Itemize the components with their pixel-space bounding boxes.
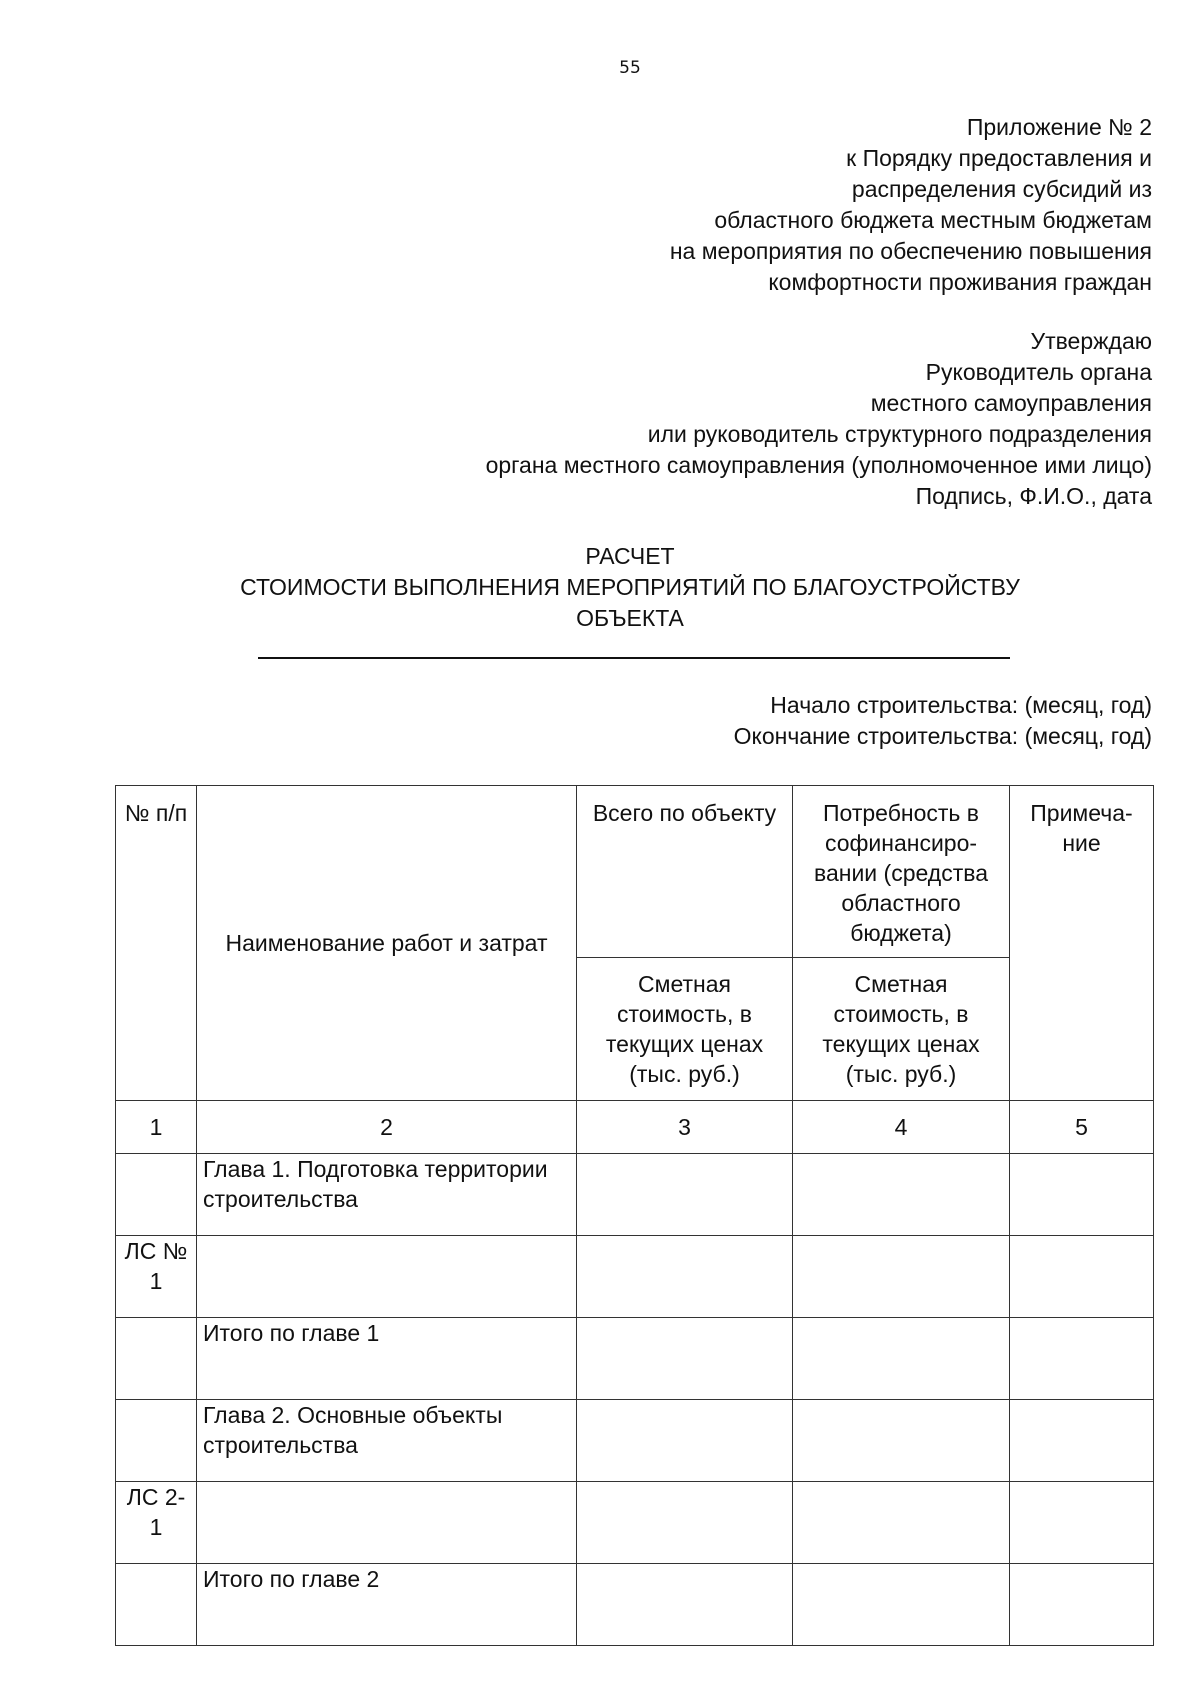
appendix-line: к Порядку предоставления и: [846, 145, 1152, 171]
object-name-underline: [258, 657, 1010, 659]
title-line: СТОИМОСТИ ВЫПОЛНЕНИЯ МЕРОПРИЯТИЙ ПО БЛАГОУСТРОЙСТВУ: [240, 574, 1020, 600]
row-name-cell: Глава 2. Основные объекты строительства: [197, 1400, 577, 1482]
construction-end: Окончание строительства: (месяц, год): [733, 723, 1152, 749]
construction-dates: [734, 690, 1152, 752]
row-cofinancing-cell: [793, 1400, 1010, 1482]
table-row: [116, 1318, 1154, 1400]
table-header-row: [116, 786, 1154, 958]
row-cofinancing-cell: [793, 1318, 1010, 1400]
row-total-cell: [577, 1564, 793, 1646]
approval-line: органа местного самоуправления (уполномоченное ими лицо): [485, 452, 1152, 478]
column-number: 1: [116, 1101, 197, 1154]
column-number: 3: [577, 1101, 793, 1154]
row-note-cell: [1010, 1482, 1154, 1564]
row-cofinancing-cell: [793, 1154, 1010, 1236]
appendix-line: Приложение № 2: [966, 114, 1152, 140]
row-name-cell: Глава 1. Подготовка территории строительства: [197, 1154, 577, 1236]
header-estimate-cofinancing: Сметная стоимость, в текущих ценах (тыс. руб.): [793, 958, 1010, 1101]
appendix-block: [670, 112, 1152, 298]
row-note-cell: [1010, 1154, 1154, 1236]
approval-block: [486, 326, 1152, 512]
row-number-cell: [116, 1154, 197, 1236]
row-number-cell: [116, 1318, 197, 1400]
approval-line: Утверждаю: [1030, 328, 1152, 354]
row-total-cell: [577, 1154, 793, 1236]
appendix-line: на мероприятия по обеспечению повышения: [669, 238, 1152, 264]
row-note-cell: [1010, 1564, 1154, 1646]
table-row: [116, 1482, 1154, 1564]
appendix-line: областного бюджета местным бюджетам: [714, 207, 1152, 233]
header-work-name: Наименование работ и затрат: [197, 786, 577, 1101]
header-number: № п/п: [116, 786, 197, 1101]
header-note: Примеча-ние: [1010, 786, 1154, 1101]
title-line: ОБЪЕКТА: [576, 605, 684, 631]
table-row: [116, 1154, 1154, 1236]
row-note-cell: [1010, 1236, 1154, 1318]
column-number: 2: [197, 1101, 577, 1154]
row-total-cell: [577, 1400, 793, 1482]
column-number: 4: [793, 1101, 1010, 1154]
header-cofinancing-need: Потребность в софинансиро-вании (средства областного бюджета): [793, 786, 1010, 958]
appendix-line: комфортности проживания граждан: [768, 269, 1152, 295]
row-name-cell: [197, 1482, 577, 1564]
cost-table: [115, 785, 1154, 1646]
row-total-cell: [577, 1482, 793, 1564]
approval-line: Подпись, Ф.И.О., дата: [915, 483, 1152, 509]
approval-line: Руководитель органа: [925, 359, 1152, 385]
row-name-cell: Итого по главе 1: [197, 1318, 577, 1400]
row-total-cell: [577, 1318, 793, 1400]
row-cofinancing-cell: [793, 1482, 1010, 1564]
header-total-by-object: Всего по объекту: [577, 786, 793, 958]
appendix-line: распределения субсидий из: [851, 176, 1152, 202]
document-title: [0, 541, 1200, 634]
table-row: [116, 1564, 1154, 1646]
row-note-cell: [1010, 1400, 1154, 1482]
row-number-cell: [116, 1400, 197, 1482]
header-estimate-total: Сметная стоимость, в текущих ценах (тыс. руб.): [577, 958, 793, 1101]
title-line: РАСЧЕТ: [585, 543, 675, 569]
row-number-cell: ЛС № 1: [116, 1236, 197, 1318]
row-number-cell: [116, 1564, 197, 1646]
row-note-cell: [1010, 1318, 1154, 1400]
row-cofinancing-cell: [793, 1564, 1010, 1646]
row-total-cell: [577, 1236, 793, 1318]
row-name-cell: Итого по главе 2: [197, 1564, 577, 1646]
column-number-row: [116, 1101, 1154, 1154]
row-name-cell: [197, 1236, 577, 1318]
approval-line: или руководитель структурного подразделения: [647, 421, 1152, 447]
column-number: 5: [1010, 1101, 1154, 1154]
row-cofinancing-cell: [793, 1236, 1010, 1318]
approval-line: местного самоуправления: [870, 390, 1152, 416]
row-number-cell: ЛС 2-1: [116, 1482, 197, 1564]
table-row: [116, 1400, 1154, 1482]
construction-start: Начало строительства: (месяц, год): [770, 692, 1152, 718]
table-row: [116, 1236, 1154, 1318]
page-number: 55: [619, 58, 641, 78]
